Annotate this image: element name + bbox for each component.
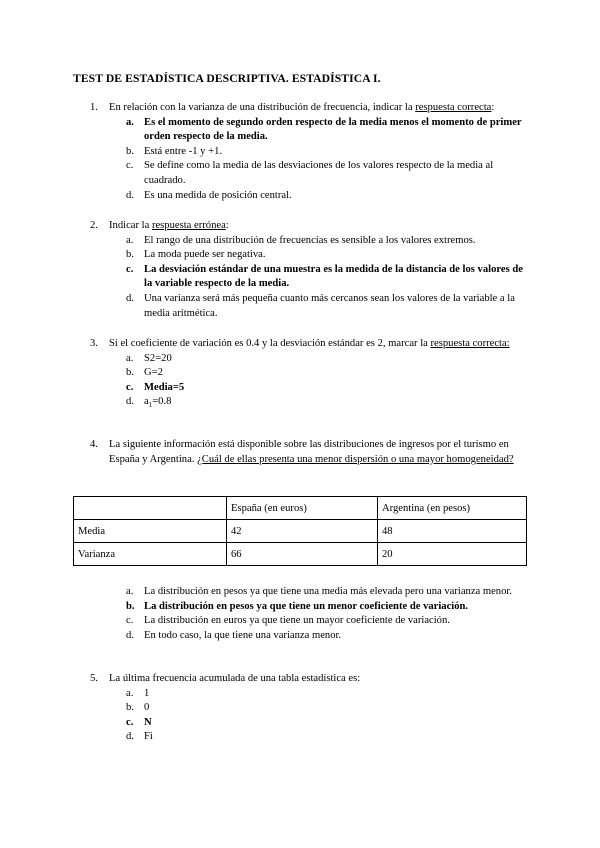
option-d bbox=[126, 189, 530, 204]
page-title: TEST DE ESTADÍSTICA DESCRIPTIVA. ESTADÍSTICA I. bbox=[73, 72, 381, 85]
question-text-post: : bbox=[225, 220, 229, 231]
option-text: 0 bbox=[144, 702, 150, 714]
option-text: La desviación estándar de una muestra es la medida de la distancia de los valores de la variable respecto de la media. bbox=[144, 263, 523, 290]
question-text-pre: La siguiente información está disponible sobre las distribuciones de ingresos por el turismo en España y Argentina. bbox=[109, 439, 509, 465]
options-list bbox=[126, 352, 530, 413]
table-cell: 66 bbox=[227, 543, 378, 566]
question-text bbox=[109, 219, 530, 234]
table-cell: 42 bbox=[227, 520, 378, 543]
options-list bbox=[126, 234, 530, 322]
table-row bbox=[74, 520, 527, 543]
question-text-pre: La última frecuencia acumulada de una tabla estadística es: bbox=[109, 673, 361, 684]
question-1 bbox=[90, 101, 530, 203]
question-4 bbox=[90, 438, 530, 467]
question-4-options bbox=[90, 585, 530, 643]
question-number: 4. bbox=[90, 439, 98, 450]
table-cell: 20 bbox=[378, 543, 527, 566]
question-text-pre: Si el coeficiente de variación es 0.4 y la desviación estándar es 2, marcar la bbox=[109, 338, 431, 349]
option-text: Media=5 bbox=[144, 381, 185, 393]
option-text: Una varianza será más pequeña cuanto más cercanos sean los valores de la variable a la media aritmética. bbox=[144, 292, 515, 319]
question-text-underlined: ¿Cuál de ellas presenta una menor dispersión o una mayor homogeneidad? bbox=[197, 453, 514, 465]
table-header-cell: Argentina (en pesos) bbox=[378, 497, 527, 520]
option-subscript: 1 bbox=[148, 401, 153, 410]
question-text-underlined: respuesta errónea bbox=[151, 220, 226, 231]
option-text: Se define como la media de las desviaciones de los valores respecto de la media al cuadrado. bbox=[144, 160, 494, 186]
option-letter: d. bbox=[126, 189, 134, 201]
option-text: N bbox=[144, 716, 152, 728]
question-text-post: : bbox=[491, 102, 495, 113]
option-letter: a. bbox=[126, 586, 134, 597]
option-letter: d. bbox=[126, 629, 134, 641]
option-letter: c. bbox=[126, 160, 134, 172]
question-5 bbox=[90, 672, 530, 745]
option-d bbox=[126, 730, 530, 745]
option-a bbox=[126, 687, 530, 702]
option-letter: b. bbox=[126, 145, 134, 157]
question-2 bbox=[90, 219, 530, 321]
table-cell: Media bbox=[74, 520, 227, 543]
table-cell: 48 bbox=[378, 520, 527, 543]
option-letter: b. bbox=[126, 249, 134, 261]
table-cell: Varianza bbox=[74, 543, 227, 566]
option-letter: c. bbox=[126, 716, 134, 728]
question-number: 1. bbox=[90, 102, 98, 113]
option-b bbox=[126, 145, 530, 160]
question-text-pre: En relación con la varianza de una distribución de frecuencia, indicar la bbox=[109, 102, 416, 113]
option-letter: a. bbox=[126, 234, 134, 246]
option-letter: c. bbox=[126, 263, 134, 275]
option-a bbox=[126, 352, 530, 367]
option-text: La distribución en pesos ya que tiene un menor coeficiente de variación. bbox=[144, 600, 469, 612]
question-number: 2. bbox=[90, 220, 98, 231]
option-c bbox=[126, 716, 530, 731]
option-letter: a. bbox=[126, 352, 134, 364]
option-text: Está entre -1 y +1. bbox=[144, 145, 223, 157]
question-number: 5. bbox=[90, 673, 98, 684]
option-letter: a. bbox=[126, 687, 134, 699]
option-d bbox=[126, 292, 530, 321]
table-header-cell bbox=[74, 497, 227, 520]
question-text bbox=[109, 337, 530, 352]
option-text: G=2 bbox=[144, 367, 163, 379]
question-number: 3. bbox=[90, 338, 98, 349]
table-header-cell: España (en euros) bbox=[227, 497, 378, 520]
option-c bbox=[126, 263, 530, 292]
option-letter: d. bbox=[126, 292, 134, 304]
options-list bbox=[126, 687, 530, 745]
option-d bbox=[126, 395, 530, 413]
option-text: La distribución en euros ya que tiene un mayor coeficiente de variación. bbox=[144, 615, 450, 627]
option-a bbox=[126, 585, 530, 600]
question-text-pre: Indicar la bbox=[109, 220, 152, 231]
option-text: La moda puede ser negativa. bbox=[144, 249, 266, 261]
option-letter: b. bbox=[126, 600, 135, 612]
option-letter: b. bbox=[126, 367, 134, 379]
option-b bbox=[126, 248, 530, 263]
option-text: S2=20 bbox=[144, 352, 172, 364]
option-letter: a. bbox=[126, 116, 134, 128]
option-text: La distribución en pesos ya que tiene una media más elevada pero una varianza menor. bbox=[144, 586, 512, 597]
option-text: En todo caso, la que tiene una varianza menor. bbox=[144, 629, 342, 641]
option-b bbox=[126, 600, 530, 615]
option-text: Fi bbox=[144, 731, 153, 743]
table-header-row bbox=[74, 497, 527, 520]
option-text: El rango de una distribución de frecuencias es sensible a los valores extremos. bbox=[144, 234, 476, 246]
option-text: 1 bbox=[144, 687, 150, 699]
option-letter: c. bbox=[126, 615, 134, 627]
options-list bbox=[126, 116, 530, 204]
option-c bbox=[126, 159, 530, 188]
income-table bbox=[73, 496, 527, 566]
option-a bbox=[126, 116, 530, 145]
option-letter: d. bbox=[126, 396, 134, 408]
question-text bbox=[109, 438, 530, 467]
option-b bbox=[126, 366, 530, 381]
option-text: Es el momento de segundo orden respecto de la media menos el momento de primer orden respecto de la media. bbox=[144, 116, 522, 143]
question-text-underlined: respuesta correcta: bbox=[430, 338, 510, 349]
option-c bbox=[126, 614, 530, 629]
question-text-underlined: respuesta correcta bbox=[415, 102, 492, 113]
option-text: a bbox=[144, 396, 149, 408]
options-list bbox=[126, 585, 530, 643]
option-letter: b. bbox=[126, 702, 134, 714]
option-b bbox=[126, 701, 530, 716]
option-letter: d. bbox=[126, 731, 134, 743]
option-d bbox=[126, 629, 530, 644]
option-a bbox=[126, 234, 530, 249]
option-text-after: =0.8 bbox=[152, 396, 172, 408]
option-c bbox=[126, 381, 530, 396]
option-text: Es una medida de posición central. bbox=[144, 189, 292, 201]
option-letter: c. bbox=[126, 381, 134, 393]
question-3 bbox=[90, 337, 530, 413]
question-text bbox=[109, 672, 530, 687]
question-text bbox=[109, 101, 530, 116]
table-row bbox=[74, 543, 527, 566]
